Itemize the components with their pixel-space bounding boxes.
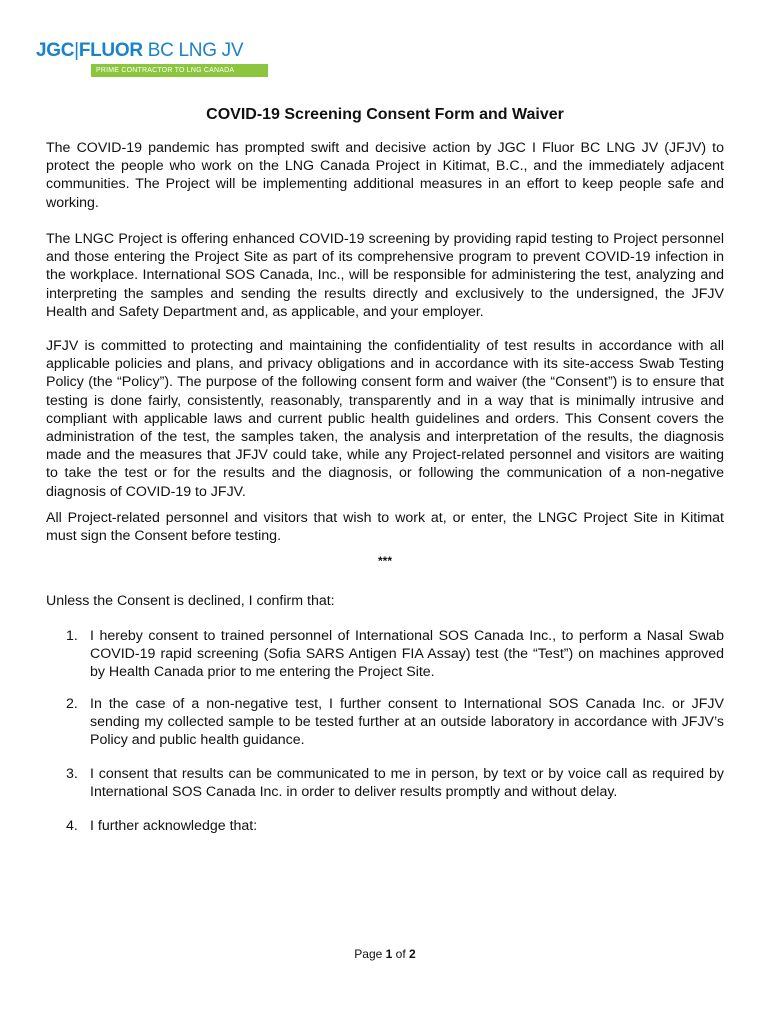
page-total: 2 (409, 947, 416, 961)
logo-fluor: FLUOR (78, 40, 143, 61)
paragraph-confidentiality: JFJV is committed to protecting and maintaining the confidentiality of test results in accordance with all applicable policies and plans, and privacy obligations and in accordance with its site-access Swab Testing Policy (the “Policy”). The purpose of the following consent form and waiver (the “Consent”) is to ensure that testing is done fairly, consistently, reasonably, transparently and in a way that is minimally intrusive and compliant with applicable laws and current public health guidelines and orders. This Consent covers the administration of the test, the samples taken, the analysis and interpretation of the results, the diagnosis made and the measures that JFJV could take, while any Project-related personnel and visitors are waiting to take the test or for the results and the diagnosis, or following the communication of a non-negative diagnosis of COVID-19 to JFJV. (46, 338, 724, 500)
list-item-number: 3. (66, 766, 78, 782)
list-item-text: I consent that results can be communicated to me in person, by text or by voice call as required by International SOS Canada Inc. in order to deliver results promptly and without delay. (90, 766, 724, 801)
logo-jgc: JGC (36, 40, 75, 61)
paragraph-requirement: All Project-related personnel and visitors that wish to work at, or enter, the LNGC Project Site in Kitimat must sign the Consent before testing. (46, 510, 724, 545)
logo-wordmark (36, 40, 244, 62)
list-item (66, 765, 724, 801)
list-item-number: 4. (66, 818, 78, 834)
page-footer (0, 946, 770, 962)
list-item-text: I hereby consent to trained personnel of International SOS Canada Inc., to perform a Nasal Swab COVID-19 rapid screening (Sofia SARS Antigen FIA Assay) test (the “Test”) on machines approved by Health Canada prior to me entering the Project Site. (90, 628, 724, 681)
paragraph-intro: The COVID-19 pandemic has prompted swift and decisive action by JGC I Fluor BC LNG JV (JFJV) to protect the people who work on the LNG Canada Project in Kitimat, B.C., and the immediately adjacent communities. The Project will be implementing additional measures in an effort to keep people safe and working. (46, 140, 724, 211)
of-word: of (395, 947, 406, 961)
page-number: 1 (385, 947, 393, 961)
paragraph-testing: The LNGC Project is offering enhanced COVID-19 screening by providing rapid testing to Project personnel and those entering the Project Site as part of its comprehensive program to prevent COVID-19 infection in the workplace. International SOS Canada, Inc., will be responsible for administering the test, analyzing and interpreting the samples and sending the results directly and exclusively to the undersigned, the JFJV Health and Safety Department and, as applicable, and your employer. (46, 231, 724, 320)
logo-tagline: PRIME CONTRACTOR TO LNG CANADA (96, 67, 235, 74)
list-item (66, 695, 724, 750)
list-item-number: 1. (66, 628, 78, 644)
consent-intro: Unless the Consent is declined, I confirm that: (46, 593, 335, 609)
list-item (66, 817, 724, 835)
logo-separator: | (74, 40, 79, 61)
list-item-text: In the case of a non-negative test, I further consent to International SOS Canada Inc. or JFJV sending my collected sample to be tested further at an outside laboratory in accordance with JFJV’s Policy and public health guidance. (90, 696, 724, 749)
company-logo (36, 40, 244, 80)
logo-bc-lng-jv: BC LNG JV (142, 40, 244, 61)
list-item (66, 627, 724, 682)
page-word: Page (354, 947, 383, 961)
list-item-number: 2. (66, 696, 78, 712)
document-title: COVID-19 Screening Consent Form and Waiver (206, 106, 564, 123)
section-separator: *** (377, 554, 392, 568)
list-item-text: I further acknowledge that: (90, 818, 258, 834)
